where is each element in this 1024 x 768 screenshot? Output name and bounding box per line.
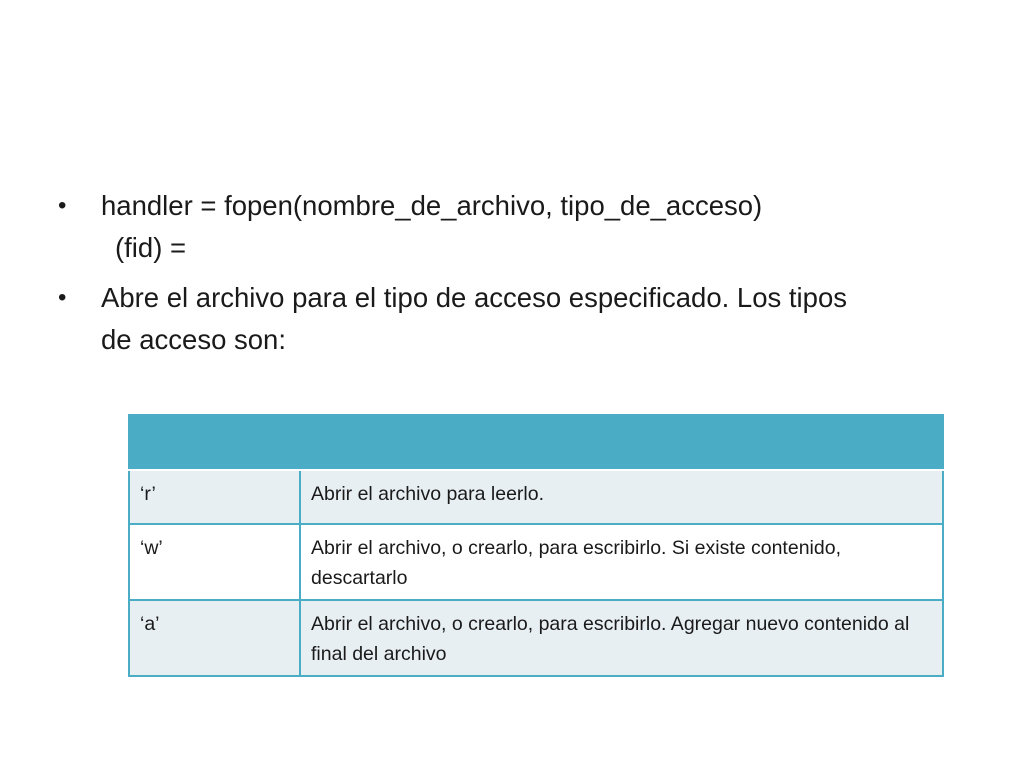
bullet-list — [58, 185, 958, 361]
table-row — [129, 470, 943, 524]
access-mode-cell: ‘r’ — [129, 470, 300, 524]
bullet-text-line: handler = fopen(nombre_de_archivo, tipo_de_acceso) — [101, 190, 763, 221]
access-mode-cell: ‘a’ — [129, 600, 300, 676]
bullet-icon: • — [58, 284, 67, 311]
access-description-cell: Abrir el archivo para leerlo. — [300, 470, 943, 524]
table-header-row — [129, 414, 943, 470]
bullet-text-line: Abre el archivo para el tipo de acceso especificado. Los tipos — [101, 282, 847, 313]
bullet-icon: • — [58, 192, 67, 219]
table-header-cell — [300, 414, 943, 470]
table-row — [129, 600, 943, 676]
bullet-text-line: de acceso son: — [101, 324, 286, 355]
access-description-cell: Abrir el archivo, o crearlo, para escribirlo. Si existe contenido, descartarlo — [300, 524, 943, 600]
access-mode-cell: ‘w’ — [129, 524, 300, 600]
access-mode-table — [128, 414, 944, 677]
bullet-text-line: (fid) = — [115, 232, 187, 263]
access-description-cell: Abrir el archivo, o crearlo, para escribirlo. Agregar nuevo contenido al final del archivo — [300, 600, 943, 676]
table-row — [129, 524, 943, 600]
bullet-item-description — [58, 277, 958, 361]
bullet-item-fopen — [58, 185, 958, 269]
table-header-cell — [129, 414, 300, 470]
